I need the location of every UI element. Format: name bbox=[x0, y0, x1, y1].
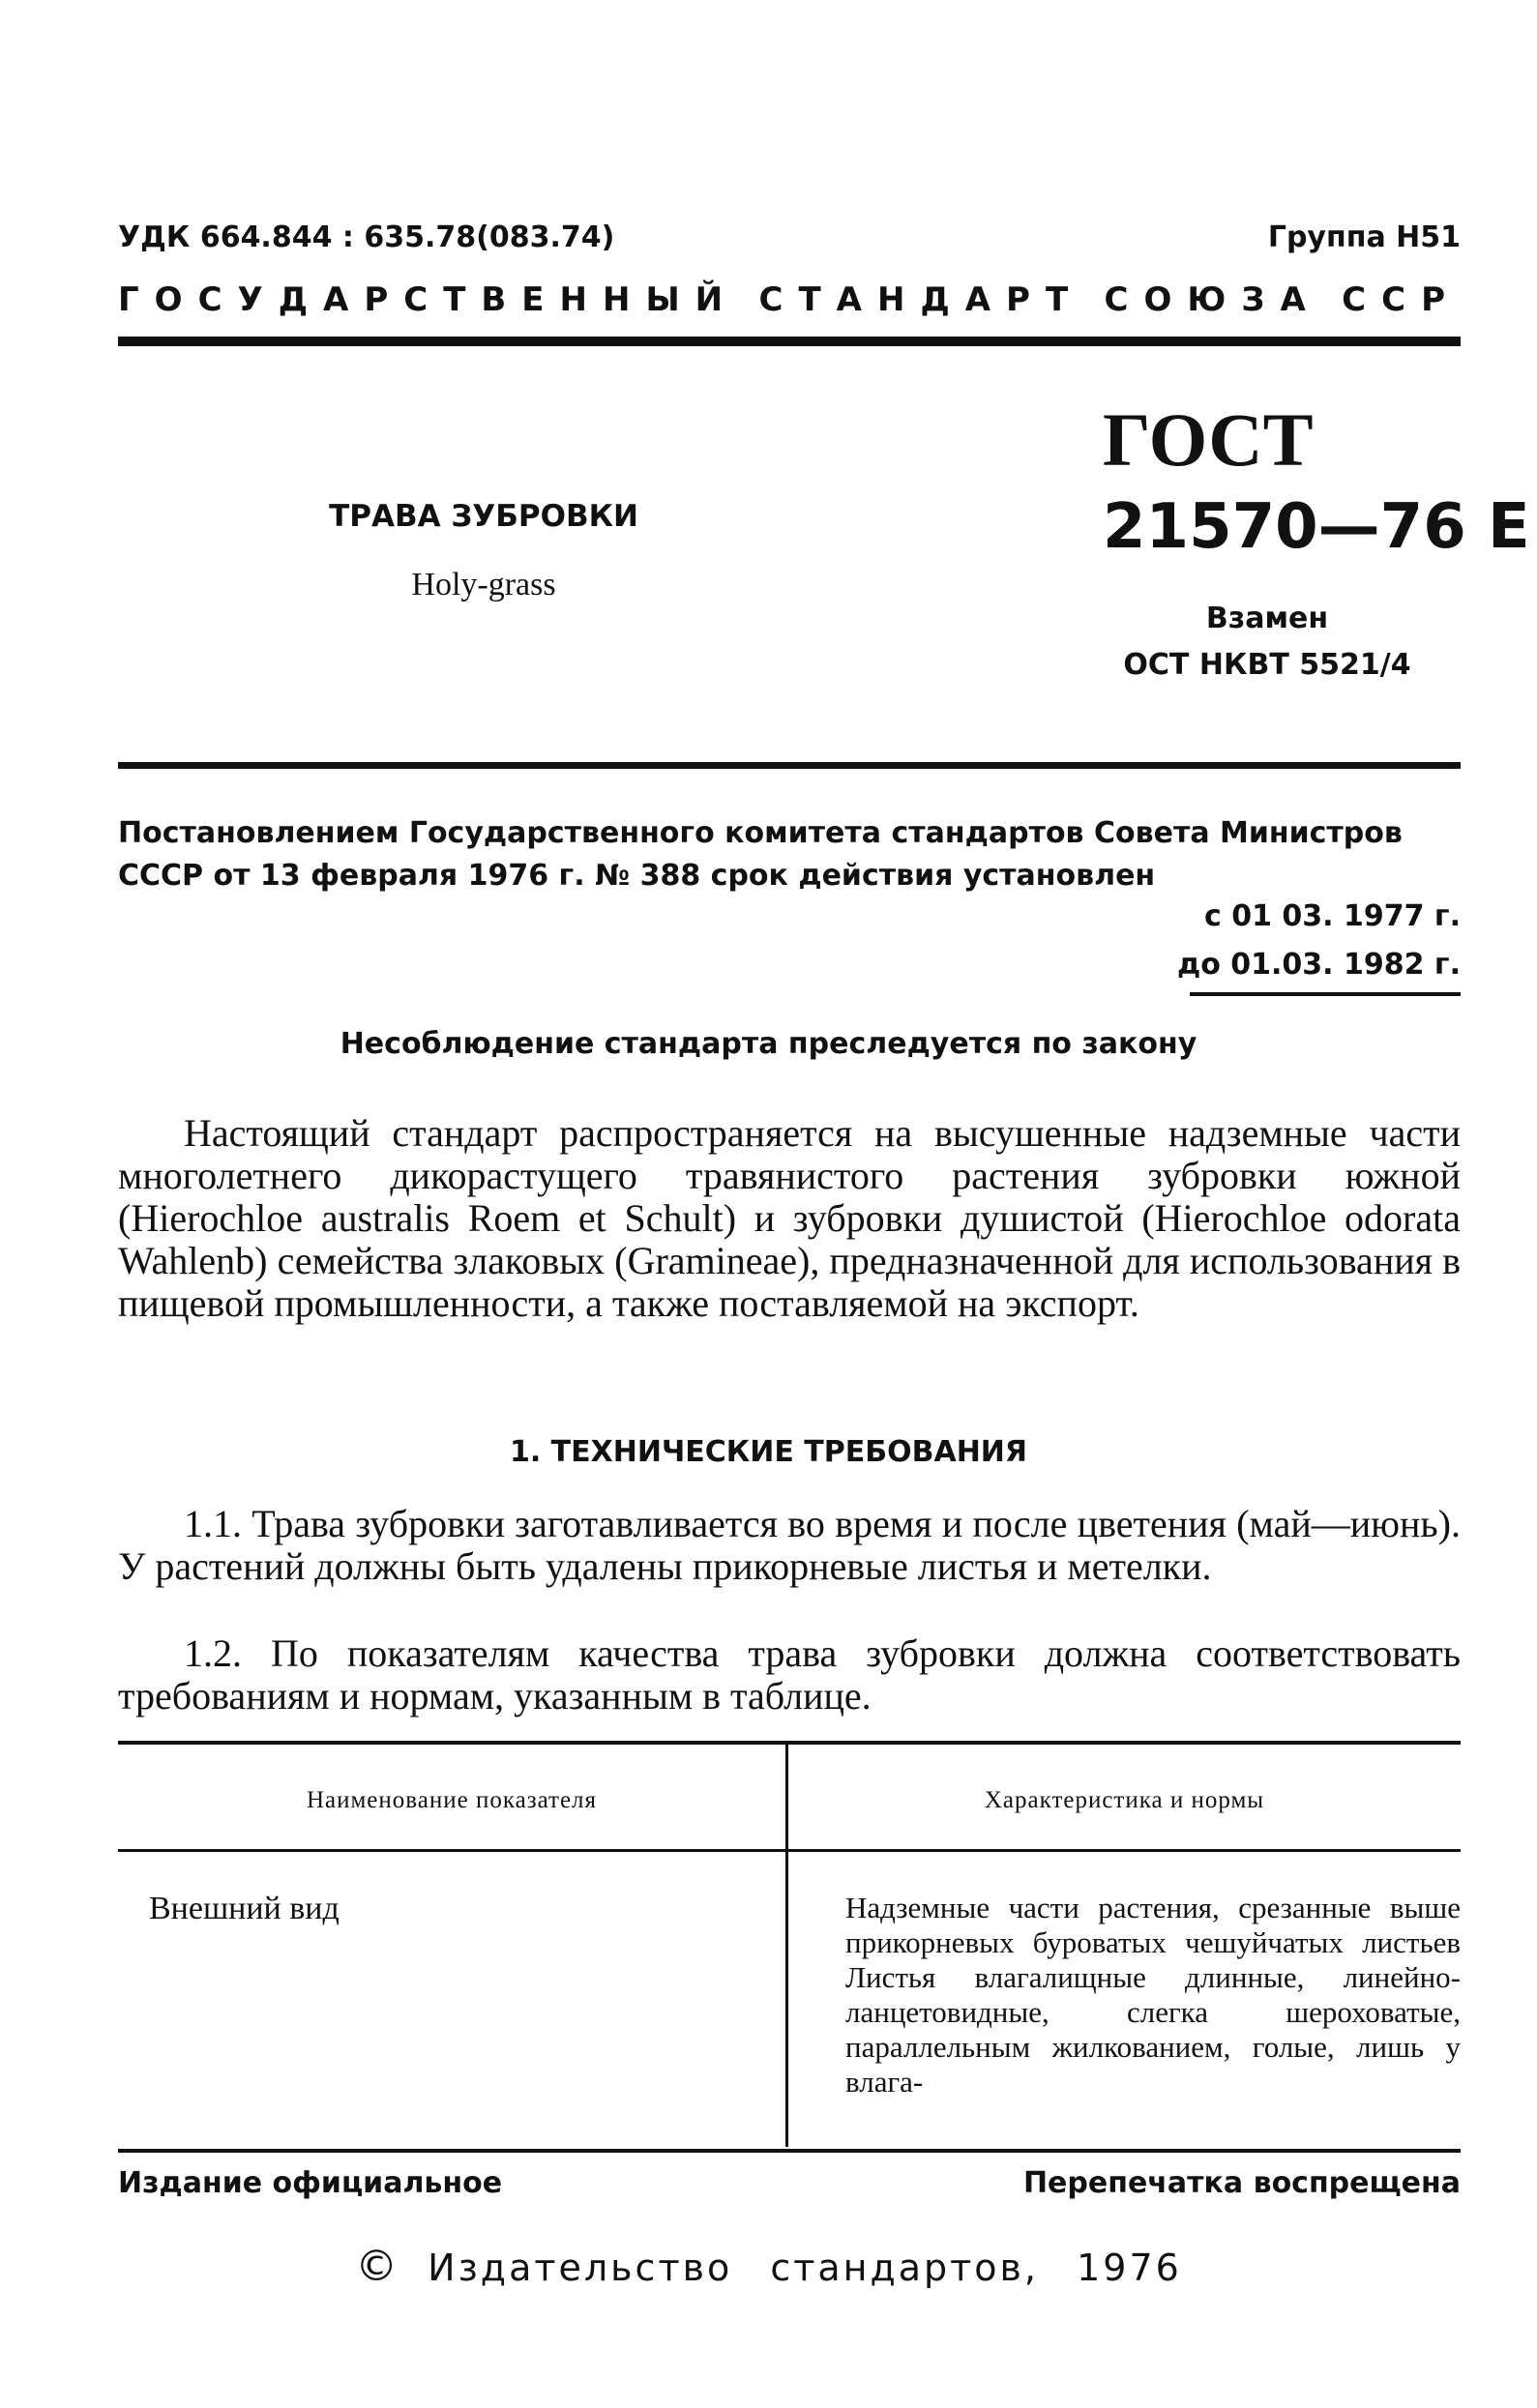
title-rule bbox=[118, 762, 1461, 769]
copyright-icon: © bbox=[355, 2242, 401, 2291]
section-heading: 1. ТЕХНИЧЕСКИЕ ТРЕБОВАНИЯ bbox=[509, 1435, 1028, 1469]
table-cell-norms: Надземные части растения, срезанные выше прикорневых буроватых чешуйчатых листьев Листья влагалищные длинные, линейно-ланцетовидные, слегка шероховатые, параллельным жилкованием, голые, лишь у влага- bbox=[845, 1891, 1461, 2099]
group-code: Группа Н51 bbox=[1267, 220, 1461, 254]
gost-number: 21570—76 Е bbox=[1103, 491, 1530, 563]
effective-date-to: до 01.03. 1982 г. bbox=[1176, 948, 1461, 982]
footer-rule bbox=[118, 2149, 1461, 2153]
publisher-text: Издательство стандартов, 1976 bbox=[428, 2246, 1182, 2289]
clause-1-2: 1.2. По показателям качества трава зубровки должна соответствовать требованиям и нормам, указанным в таблице. bbox=[118, 1631, 1461, 1718]
table-header-rule bbox=[118, 1849, 1461, 1852]
state-standard-word: ГОСУДАРСТВЕННЫЙ bbox=[118, 280, 739, 319]
replaces-label: Взамен bbox=[1205, 602, 1329, 635]
table-header-norms: Характеристика и нормы bbox=[984, 1787, 1265, 1813]
replaced-document: ОСТ НКВТ 5521/4 bbox=[1123, 648, 1411, 682]
document-title-ru: ТРАВА ЗУБРОВКИ bbox=[329, 499, 638, 534]
reprint-prohibited-label: Перепечатка воспрещена bbox=[1022, 2166, 1461, 2200]
effective-date-from: с 01 03. 1977 г. bbox=[1203, 899, 1461, 933]
table-cell-indicator: Внешний вид bbox=[149, 1891, 340, 1926]
table-top-rule bbox=[118, 1741, 1461, 1745]
state-standard-word: ССР bbox=[1342, 280, 1461, 319]
state-standard-word: СОЮЗА bbox=[1104, 280, 1321, 319]
date-rule bbox=[1190, 992, 1461, 996]
udk-code: УДК 664.844 : 635.78(083.74) bbox=[118, 220, 615, 254]
copyright-line bbox=[0, 2242, 1537, 2291]
resolution-text: Постановлением Государственного комитета стандартов Совета Министров СССР от 13 февраля 1976 г. № 388 срок действия установлен bbox=[118, 816, 1403, 893]
document-title-en: Holy-grass bbox=[411, 567, 556, 602]
intro-paragraph: Настоящий стандарт распространяется на высушенные надземные части многолетнего дикорастущего травянистого растения зубровки южной (Hierochloe australis Roem et Schult) и зубровки душистой (Hierochloe odorata Wahlenb) семейства злаковых (Gramineae), предназначенной для использования в пищевой промышленности, а также поставляемой на экспорт. bbox=[118, 1111, 1461, 1325]
state-standard-word: СТАНДАРТ bbox=[758, 280, 1084, 319]
state-standard-heading bbox=[118, 280, 1461, 319]
requirements-table bbox=[118, 1741, 1461, 2147]
table-header-indicator: Наименование показателя bbox=[306, 1787, 598, 1813]
law-notice: Несоблюдение стандарта преследуется по закону bbox=[340, 1027, 1197, 1061]
clause-1-1: 1.1. Трава зубровки заготавливается во время и после цветения (май—июнь). У растений должны быть удалены прикорневые листья и метелки. bbox=[118, 1502, 1461, 1588]
official-edition-label: Издание официальное bbox=[118, 2166, 503, 2200]
header-rule bbox=[118, 337, 1461, 346]
gost-label: ГОСТ bbox=[1103, 397, 1314, 482]
